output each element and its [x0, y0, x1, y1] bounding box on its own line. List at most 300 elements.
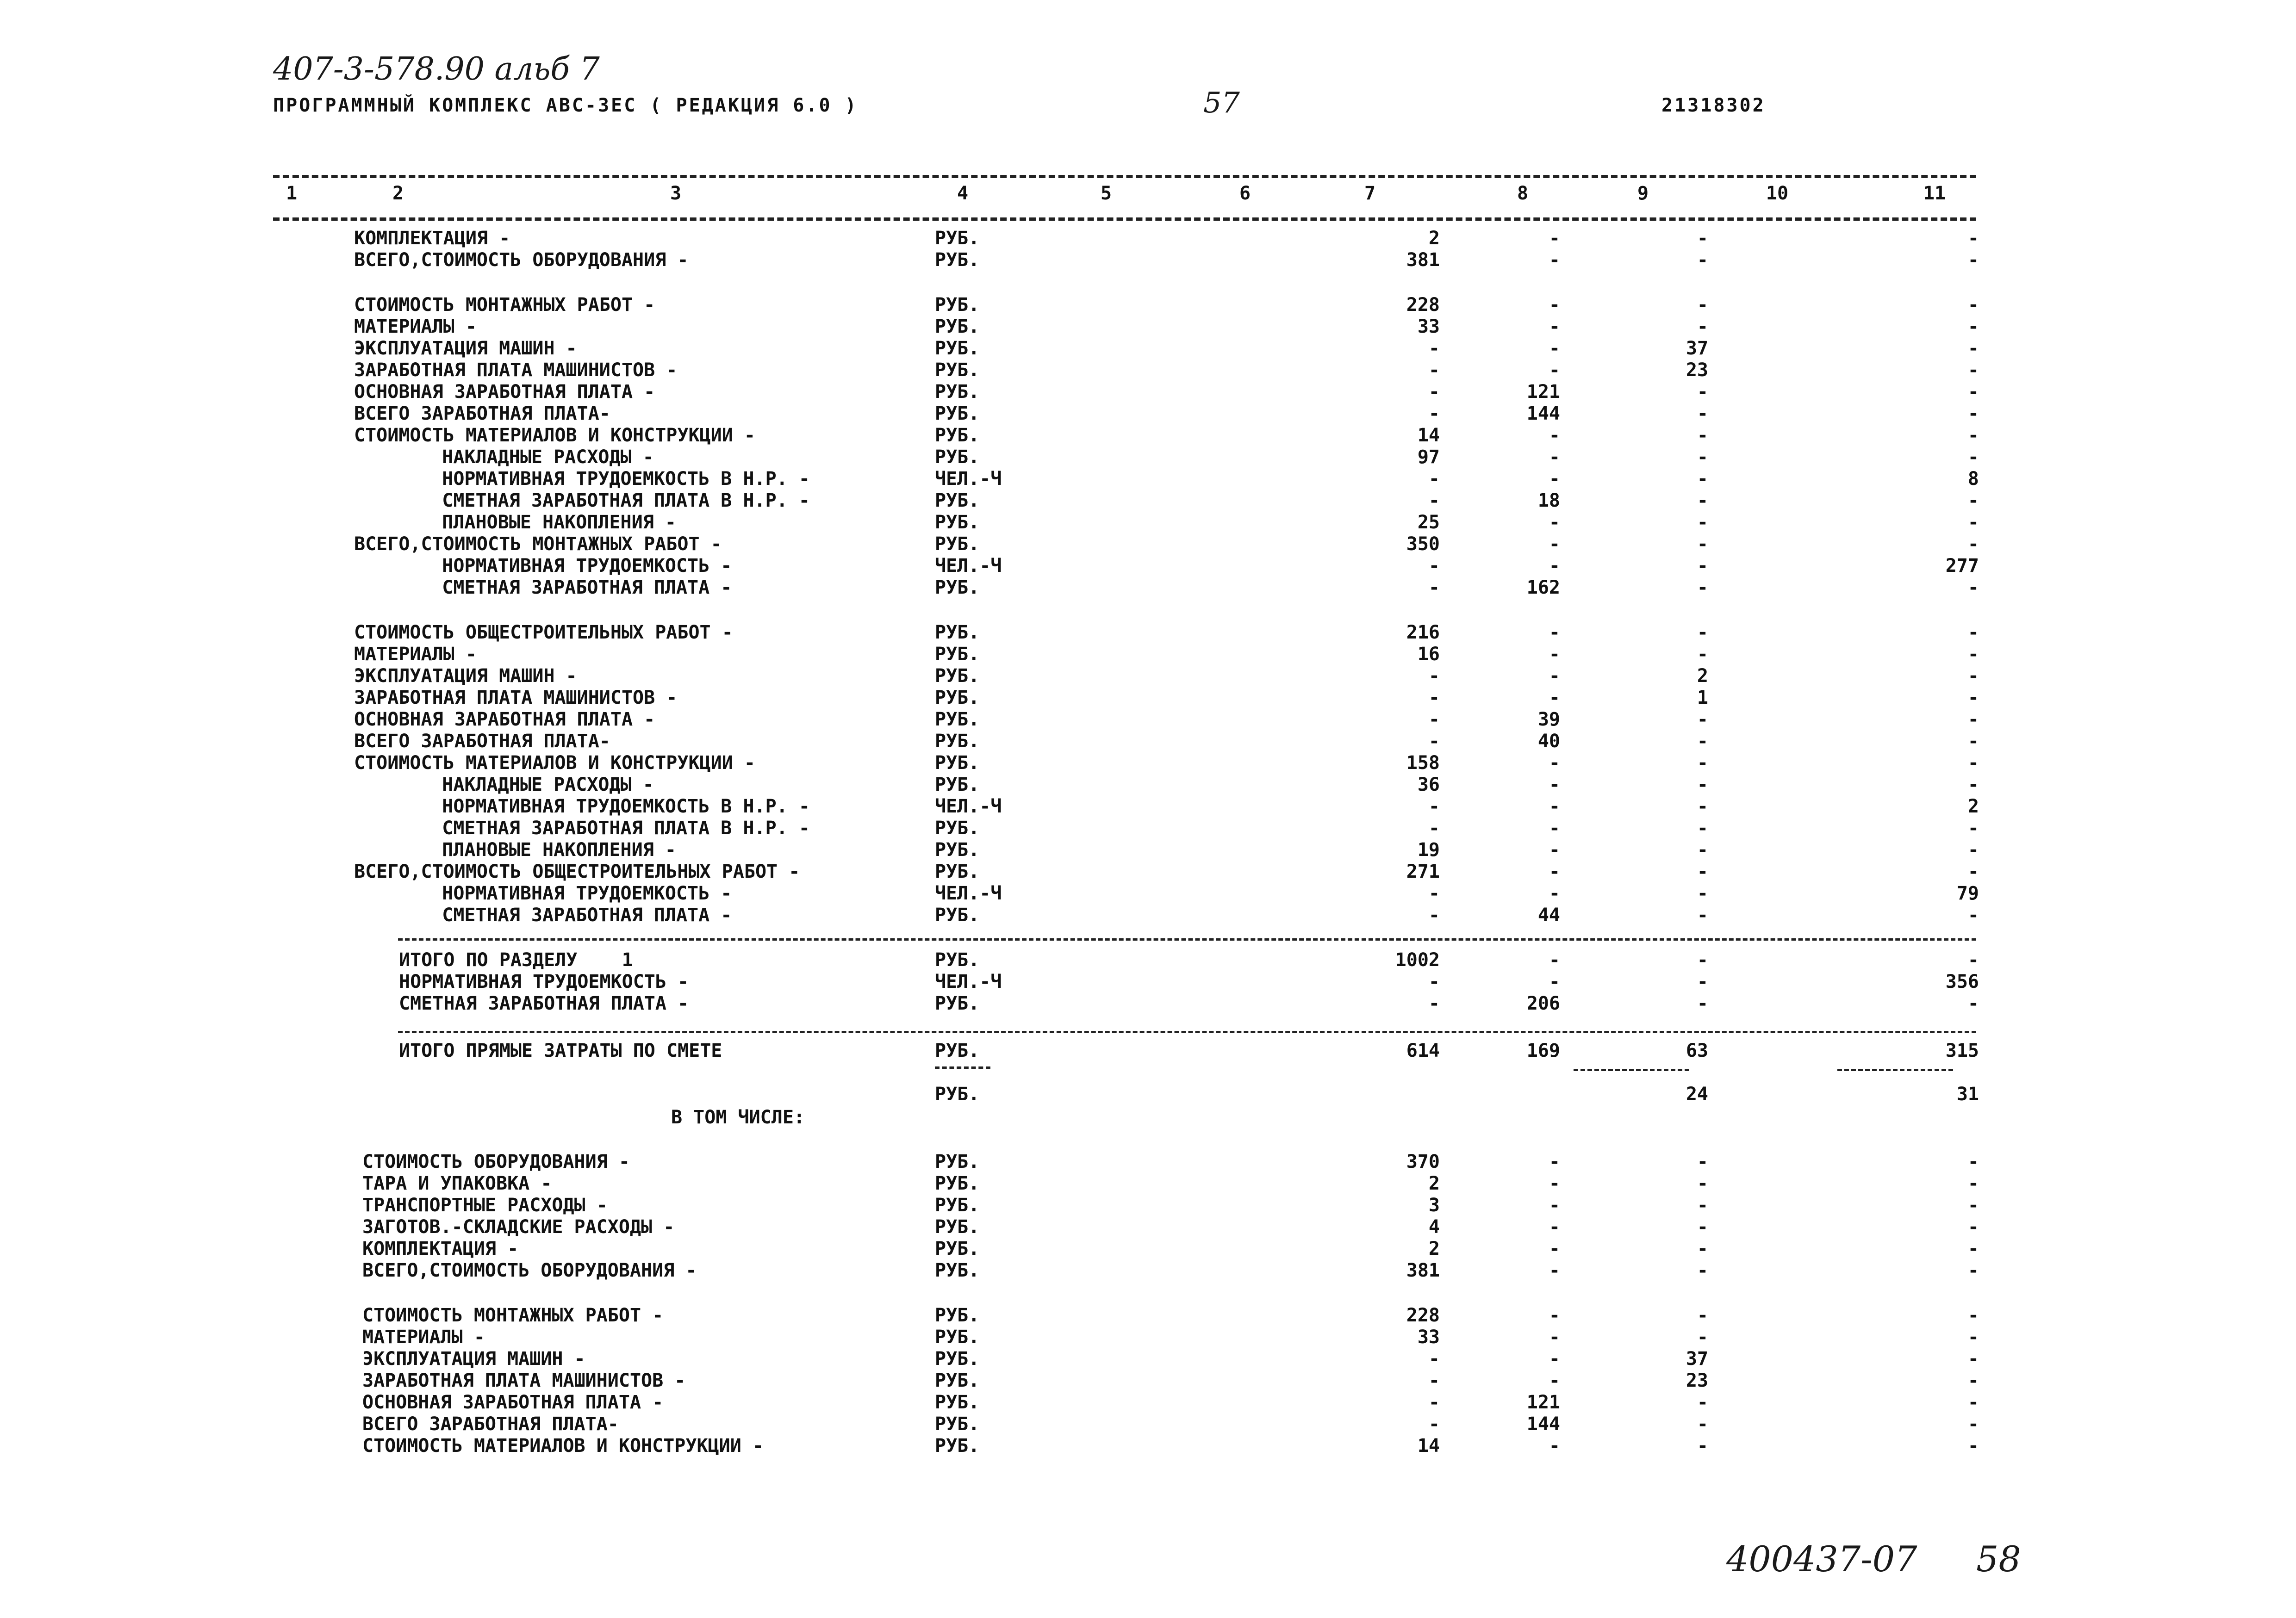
row-col9: - [1697, 774, 1708, 795]
table-row [0, 839, 2296, 861]
column-number-row [273, 183, 1976, 211]
row-unit: РУБ. [935, 839, 980, 861]
row-name: СМЕТНАЯ ЗАРАБОТНАЯ ПЛАТА - [409, 577, 732, 598]
row-name: ИТОГО ПО РАЗДЕЛУ 1 [399, 949, 633, 971]
table-row [0, 971, 2296, 993]
row-col8: - [1549, 468, 1560, 490]
row-name: ЭКСПЛУАТАЦИЯ МАШИН - [354, 338, 577, 359]
table-row [0, 861, 2296, 883]
table-row [0, 533, 2296, 555]
row-col9: - [1697, 818, 1708, 839]
row-unit: РУБ. [935, 360, 980, 381]
row-col11: - [1967, 752, 1979, 774]
row-col11: - [1967, 905, 1979, 926]
row-col11: - [1967, 577, 1979, 598]
row-unit: РУБ. [935, 490, 980, 511]
row-col8: - [1549, 665, 1560, 687]
row-unit: РУБ. [935, 1392, 980, 1413]
direct-costs-col9: 63 [1686, 1040, 1708, 1061]
row-col11: - [1967, 949, 1979, 971]
direct-costs-row [0, 1040, 2296, 1062]
table-row [0, 1216, 2296, 1238]
row-col9: - [1697, 381, 1708, 403]
row-col9: - [1697, 752, 1708, 774]
table-row [0, 271, 2296, 293]
direct-costs-unit2: РУБ. [935, 1084, 980, 1105]
row-col7: - [1428, 577, 1440, 598]
row-unit: ЧЕЛ.-Ч [935, 971, 1002, 992]
table-row [0, 883, 2296, 905]
row-col9: - [1697, 468, 1708, 490]
table-row [0, 1327, 2296, 1348]
row-name: СТОИМОСТЬ МАТЕРИАЛОВ И КОНСТРУКЦИИ - [362, 1435, 764, 1457]
row-col9: - [1697, 644, 1708, 665]
table-row [0, 228, 2296, 249]
row-name: НАКЛАДНЫЕ РАСХОДЫ - [409, 774, 654, 795]
row-col9: - [1697, 796, 1708, 817]
row-col8: - [1549, 839, 1560, 861]
column-number: 4 [957, 183, 969, 204]
row-col11: - [1967, 533, 1979, 555]
table-row [0, 1348, 2296, 1370]
row-col7: 228 [1406, 294, 1440, 316]
row-col7: 158 [1406, 752, 1440, 774]
row-unit: РУБ. [935, 1348, 980, 1370]
row-col8: - [1549, 533, 1560, 555]
row-name: СМЕТНАЯ ЗАРАБОТНАЯ ПЛАТА - [399, 993, 689, 1014]
table-row [0, 774, 2296, 796]
column-number: 7 [1364, 183, 1376, 204]
row-col7: - [1428, 971, 1440, 992]
row-col8: - [1549, 949, 1560, 971]
row-col7: - [1428, 490, 1440, 511]
row-col9: - [1697, 316, 1708, 337]
row-col7: 381 [1406, 1260, 1440, 1281]
row-col7: 14 [1417, 1435, 1440, 1457]
row-col11: - [1967, 1238, 1979, 1259]
row-name: СТОИМОСТЬ МОНТАЖНЫХ РАБОТ - [354, 294, 655, 316]
row-col8: - [1549, 818, 1560, 839]
row-unit: РУБ. [935, 1305, 980, 1326]
row-col7: 16 [1417, 644, 1440, 665]
document-number: 407-3-578.90 альб 7 [273, 51, 600, 87]
row-col9: - [1697, 294, 1708, 316]
row-col7: 370 [1406, 1151, 1440, 1172]
table-row [0, 1260, 2296, 1282]
row-unit: ЧЕЛ.-Ч [935, 796, 1002, 817]
row-col11: - [1967, 993, 1979, 1014]
row-col11: - [1967, 665, 1979, 687]
row-name: ВСЕГО,СТОИМОСТЬ ОБЩЕСТРОИТЕЛЬНЫХ РАБОТ - [354, 861, 800, 882]
direct-costs-unit: РУБ. [935, 1040, 980, 1061]
row-col7: - [1428, 883, 1440, 904]
table-header-rule [273, 217, 1976, 221]
row-col9: - [1697, 861, 1708, 882]
row-col7: 350 [1406, 533, 1440, 555]
row-col8: 121 [1526, 1392, 1560, 1413]
row-col8: 144 [1526, 403, 1560, 424]
row-col8: - [1549, 861, 1560, 882]
row-unit: РУБ. [935, 228, 980, 249]
column-number: 9 [1637, 183, 1649, 204]
row-col8: 144 [1526, 1413, 1560, 1435]
row-col8: - [1549, 1370, 1560, 1391]
row-unit: ЧЕЛ.-Ч [935, 555, 1002, 577]
row-unit: РУБ. [935, 446, 980, 468]
row-col11: - [1967, 1173, 1979, 1194]
row-name: ЗАРАБОТНАЯ ПЛАТА МАШИНИСТОВ - [354, 360, 678, 381]
direct-costs-col9-sub: 24 [1686, 1084, 1708, 1105]
program-header: ПРОГРАММНЫЙ КОМПЛЕКС АВС-3ЕС ( РЕДАКЦИЯ 6.0 ) [273, 95, 858, 116]
page-number: 57 [1203, 86, 1240, 119]
row-col11: - [1967, 403, 1979, 424]
row-col11: - [1967, 861, 1979, 882]
row-col7: 25 [1417, 512, 1440, 533]
table-row [0, 731, 2296, 752]
row-col8: - [1549, 1173, 1560, 1194]
row-col7: 97 [1417, 446, 1440, 468]
row-col11: - [1967, 1151, 1979, 1172]
subtotal-underline [1837, 1069, 1953, 1071]
column-number: 1 [286, 183, 298, 204]
row-name: НАКЛАДНЫЕ РАСХОДЫ - [409, 446, 654, 468]
row-col9: - [1697, 446, 1708, 468]
table-row [0, 1392, 2296, 1413]
row-col11: - [1967, 818, 1979, 839]
row-col8: - [1549, 512, 1560, 533]
row-unit: РУБ. [935, 1435, 980, 1457]
row-unit: РУБ. [935, 665, 980, 687]
row-name: МАТЕРИАЛЫ - [354, 316, 477, 337]
row-name: НОРМАТИВНАЯ ТРУДОЕМКОСТЬ - [409, 555, 732, 577]
row-name: ТРАНСПОРТНЫЕ РАСХОДЫ - [362, 1195, 608, 1216]
row-name: ОСНОВНАЯ ЗАРАБОТНАЯ ПЛАТА - [362, 1392, 664, 1413]
row-col8: - [1549, 1348, 1560, 1370]
row-col8: - [1549, 425, 1560, 446]
row-col11: 356 [1945, 971, 1979, 992]
row-col8: 44 [1537, 905, 1560, 926]
row-col7: 2 [1428, 228, 1440, 249]
row-name: ПЛАНОВЫЕ НАКОПЛЕНИЯ - [409, 512, 676, 533]
table-row [0, 249, 2296, 271]
row-col7: 4 [1428, 1216, 1440, 1238]
row-unit: РУБ. [935, 1151, 980, 1172]
column-number: 10 [1766, 183, 1789, 204]
section-rule [398, 938, 1976, 941]
row-col8: - [1549, 338, 1560, 359]
row-col9: - [1697, 1238, 1708, 1259]
row-unit: РУБ. [935, 338, 980, 359]
row-col8: - [1549, 1327, 1560, 1348]
table-top-rule [273, 175, 1976, 178]
row-unit: РУБ. [935, 1238, 980, 1259]
table-row [0, 446, 2296, 468]
row-col11: - [1967, 425, 1979, 446]
row-unit: РУБ. [935, 818, 980, 839]
row-col11: - [1967, 1216, 1979, 1238]
row-col8: - [1549, 294, 1560, 316]
row-unit: ЧЕЛ.-Ч [935, 468, 1002, 490]
row-col11: - [1967, 1370, 1979, 1391]
row-col9: - [1697, 971, 1708, 992]
row-col11: - [1967, 1305, 1979, 1326]
row-col11: - [1967, 687, 1979, 708]
row-unit: РУБ. [935, 316, 980, 337]
column-number: 6 [1239, 183, 1251, 204]
table-row [0, 468, 2296, 490]
row-col8: 206 [1526, 993, 1560, 1014]
row-col9: - [1697, 1195, 1708, 1216]
row-col11: - [1967, 1413, 1979, 1435]
row-col8: 39 [1537, 709, 1560, 730]
row-unit: РУБ. [935, 533, 980, 555]
table-row [0, 599, 2296, 620]
column-number: 5 [1100, 183, 1112, 204]
row-col7: - [1428, 665, 1440, 687]
row-col11: - [1967, 1348, 1979, 1370]
row-col11: - [1967, 512, 1979, 533]
document-code: 21318302 [1661, 95, 1766, 116]
row-unit: ЧЕЛ.-Ч [935, 883, 1002, 904]
table-row [0, 577, 2296, 599]
row-col7: 228 [1406, 1305, 1440, 1326]
row-name: ЗАРАБОТНАЯ ПЛАТА МАШИНИСТОВ - [362, 1370, 686, 1391]
row-name: МАТЕРИАЛЫ - [354, 644, 477, 665]
row-col7: 36 [1417, 774, 1440, 795]
row-col7: 1002 [1395, 949, 1440, 971]
row-col11: - [1967, 338, 1979, 359]
row-unit: РУБ. [935, 861, 980, 882]
table-row [0, 1151, 2296, 1173]
row-name: СТОИМОСТЬ ОБЩЕСТРОИТЕЛЬНЫХ РАБОТ - [354, 622, 733, 643]
table-row [0, 403, 2296, 425]
table-row [0, 360, 2296, 381]
row-col11: - [1967, 228, 1979, 249]
direct-costs-col11: 315 [1945, 1040, 1979, 1061]
row-unit: РУБ. [935, 622, 980, 643]
row-col9: 37 [1686, 1348, 1708, 1370]
row-col7: - [1428, 468, 1440, 490]
row-col7: 19 [1417, 839, 1440, 861]
table-row [0, 425, 2296, 446]
row-name: ПЛАНОВЫЕ НАКОПЛЕНИЯ - [409, 839, 676, 861]
archive-stamp: 400437-07 [1726, 1538, 1917, 1580]
row-col7: - [1428, 905, 1440, 926]
row-col8: - [1549, 360, 1560, 381]
row-unit: РУБ. [935, 993, 980, 1014]
row-col9: - [1697, 1327, 1708, 1348]
row-name: ТАРА И УПАКОВКА - [362, 1173, 552, 1194]
row-unit: РУБ. [935, 403, 980, 424]
row-col9: - [1697, 1173, 1708, 1194]
row-col11: 79 [1956, 883, 1979, 904]
row-col9: - [1697, 839, 1708, 861]
row-unit: РУБ. [935, 1370, 980, 1391]
row-name: СТОИМОСТЬ МАТЕРИАЛОВ И КОНСТРУКЦИИ - [354, 425, 755, 446]
row-col8: - [1549, 1305, 1560, 1326]
row-col11: 8 [1967, 468, 1979, 490]
row-col9: - [1697, 490, 1708, 511]
row-name: ВСЕГО ЗАРАБОТНАЯ ПЛАТА- [362, 1413, 619, 1435]
row-col11: - [1967, 381, 1979, 403]
table-row [0, 1370, 2296, 1392]
row-col9: - [1697, 709, 1708, 730]
subtotal-underline [935, 1066, 990, 1069]
row-col7: - [1428, 403, 1440, 424]
row-col7: 14 [1417, 425, 1440, 446]
row-unit: РУБ. [935, 1260, 980, 1281]
row-col11: - [1967, 1392, 1979, 1413]
row-col7: - [1428, 818, 1440, 839]
row-unit: РУБ. [935, 752, 980, 774]
row-unit: РУБ. [935, 731, 980, 752]
table-row [0, 709, 2296, 731]
row-col7: - [1428, 993, 1440, 1014]
row-unit: РУБ. [935, 1413, 980, 1435]
table-row [0, 1413, 2296, 1435]
row-col8: - [1549, 1151, 1560, 1172]
table-row [0, 490, 2296, 512]
table-row [0, 622, 2296, 644]
row-col11: 2 [1967, 796, 1979, 817]
direct-costs-sub-row [0, 1084, 2296, 1105]
row-col9: 1 [1697, 687, 1708, 708]
table-row [0, 1238, 2296, 1260]
row-col11: - [1967, 1435, 1979, 1457]
row-col9: - [1697, 731, 1708, 752]
row-unit: РУБ. [935, 687, 980, 708]
row-col9: - [1697, 533, 1708, 555]
row-col9: - [1697, 425, 1708, 446]
table-row [0, 905, 2296, 926]
table-row [0, 512, 2296, 533]
column-number: 3 [670, 183, 682, 204]
table-row [0, 993, 2296, 1015]
sheet-number: 58 [1976, 1538, 2021, 1580]
row-unit: РУБ. [935, 249, 980, 271]
row-name: НОРМАТИВНАЯ ТРУДОЕМКОСТЬ В Н.Р. - [409, 796, 810, 817]
row-col8: - [1549, 883, 1560, 904]
row-col11: - [1967, 294, 1979, 316]
row-col11: - [1967, 774, 1979, 795]
row-col8: - [1549, 796, 1560, 817]
row-unit: РУБ. [935, 294, 980, 316]
row-col9: - [1697, 1151, 1708, 1172]
row-col7: - [1428, 687, 1440, 708]
row-unit: РУБ. [935, 905, 980, 926]
row-col9: - [1697, 993, 1708, 1014]
row-col9: - [1697, 1260, 1708, 1281]
row-unit: РУБ. [935, 425, 980, 446]
row-col9: - [1697, 883, 1708, 904]
row-col9: - [1697, 1216, 1708, 1238]
row-col7: - [1428, 1348, 1440, 1370]
direct-costs-col7: 614 [1406, 1040, 1440, 1061]
row-col7: 3 [1428, 1195, 1440, 1216]
row-col9: - [1697, 555, 1708, 577]
row-col7: - [1428, 1392, 1440, 1413]
row-name: ВСЕГО,СТОИМОСТЬ ОБОРУДОВАНИЯ - [362, 1260, 697, 1281]
row-name: НОРМАТИВНАЯ ТРУДОЕМКОСТЬ - [409, 883, 732, 904]
row-name: ОСНОВНАЯ ЗАРАБОТНАЯ ПЛАТА - [354, 381, 655, 403]
row-col7: - [1428, 796, 1440, 817]
row-col8: - [1549, 1238, 1560, 1259]
row-col8: 162 [1526, 577, 1560, 598]
row-col7: - [1428, 1370, 1440, 1391]
direct-costs-rule [398, 1031, 1976, 1033]
row-col9: - [1697, 577, 1708, 598]
row-col7: 381 [1406, 249, 1440, 271]
row-name: СМЕТНАЯ ЗАРАБОТНАЯ ПЛАТА - [409, 905, 732, 926]
row-col9: - [1697, 512, 1708, 533]
row-col7: - [1428, 360, 1440, 381]
row-name: ВСЕГО,СТОИМОСТЬ ОБОРУДОВАНИЯ - [354, 249, 689, 271]
row-unit: РУБ. [935, 1327, 980, 1348]
row-col8: 18 [1537, 490, 1560, 511]
table-row [0, 294, 2296, 316]
row-name: НОРМАТИВНАЯ ТРУДОЕМКОСТЬ - [399, 971, 689, 992]
row-col8: 40 [1537, 731, 1560, 752]
row-unit: РУБ. [935, 1173, 980, 1194]
row-name: КОМПЛЕКТАЦИЯ - [354, 228, 510, 249]
table-row [0, 316, 2296, 338]
row-name: МАТЕРИАЛЫ - [362, 1327, 485, 1348]
row-col11: - [1967, 1195, 1979, 1216]
row-name: ЭКСПЛУАТАЦИЯ МАШИН - [362, 1348, 585, 1370]
table-row [0, 644, 2296, 665]
column-number: 2 [392, 183, 404, 204]
row-col8: - [1549, 622, 1560, 643]
row-col9: 23 [1686, 360, 1708, 381]
row-col7: - [1428, 555, 1440, 577]
row-col11: - [1967, 446, 1979, 468]
row-name: ВСЕГО,СТОИМОСТЬ МОНТАЖНЫХ РАБОТ - [354, 533, 722, 555]
row-col9: - [1697, 1435, 1708, 1457]
row-unit: РУБ. [935, 709, 980, 730]
row-name: ВСЕГО ЗАРАБОТНАЯ ПЛАТА- [354, 403, 610, 424]
row-col8: - [1549, 1260, 1560, 1281]
direct-costs-col11-sub: 31 [1956, 1084, 1979, 1105]
row-col11: - [1967, 644, 1979, 665]
direct-costs-col8: 169 [1526, 1040, 1560, 1061]
row-name: ОСНОВНАЯ ЗАРАБОТНАЯ ПЛАТА - [354, 709, 655, 730]
row-name: СМЕТНАЯ ЗАРАБОТНАЯ ПЛАТА В Н.Р. - [409, 818, 810, 839]
table-row [0, 1305, 2296, 1327]
row-col11: - [1967, 731, 1979, 752]
row-col8: - [1549, 687, 1560, 708]
including-heading-row [0, 1107, 2296, 1128]
row-col9: - [1697, 905, 1708, 926]
table-row [0, 338, 2296, 360]
row-col8: - [1549, 1195, 1560, 1216]
table-row [0, 687, 2296, 709]
row-col11: - [1967, 709, 1979, 730]
row-col8: - [1549, 555, 1560, 577]
row-unit: РУБ. [935, 381, 980, 403]
table-row [0, 796, 2296, 818]
row-col9: - [1697, 249, 1708, 271]
column-number: 8 [1517, 183, 1529, 204]
row-col11: - [1967, 839, 1979, 861]
row-col9: - [1697, 1413, 1708, 1435]
row-col11: - [1967, 360, 1979, 381]
row-col7: - [1428, 381, 1440, 403]
row-col8: - [1549, 228, 1560, 249]
row-col11: - [1967, 316, 1979, 337]
row-col9: - [1697, 228, 1708, 249]
row-col8: - [1549, 644, 1560, 665]
row-col7: 2 [1428, 1173, 1440, 1194]
